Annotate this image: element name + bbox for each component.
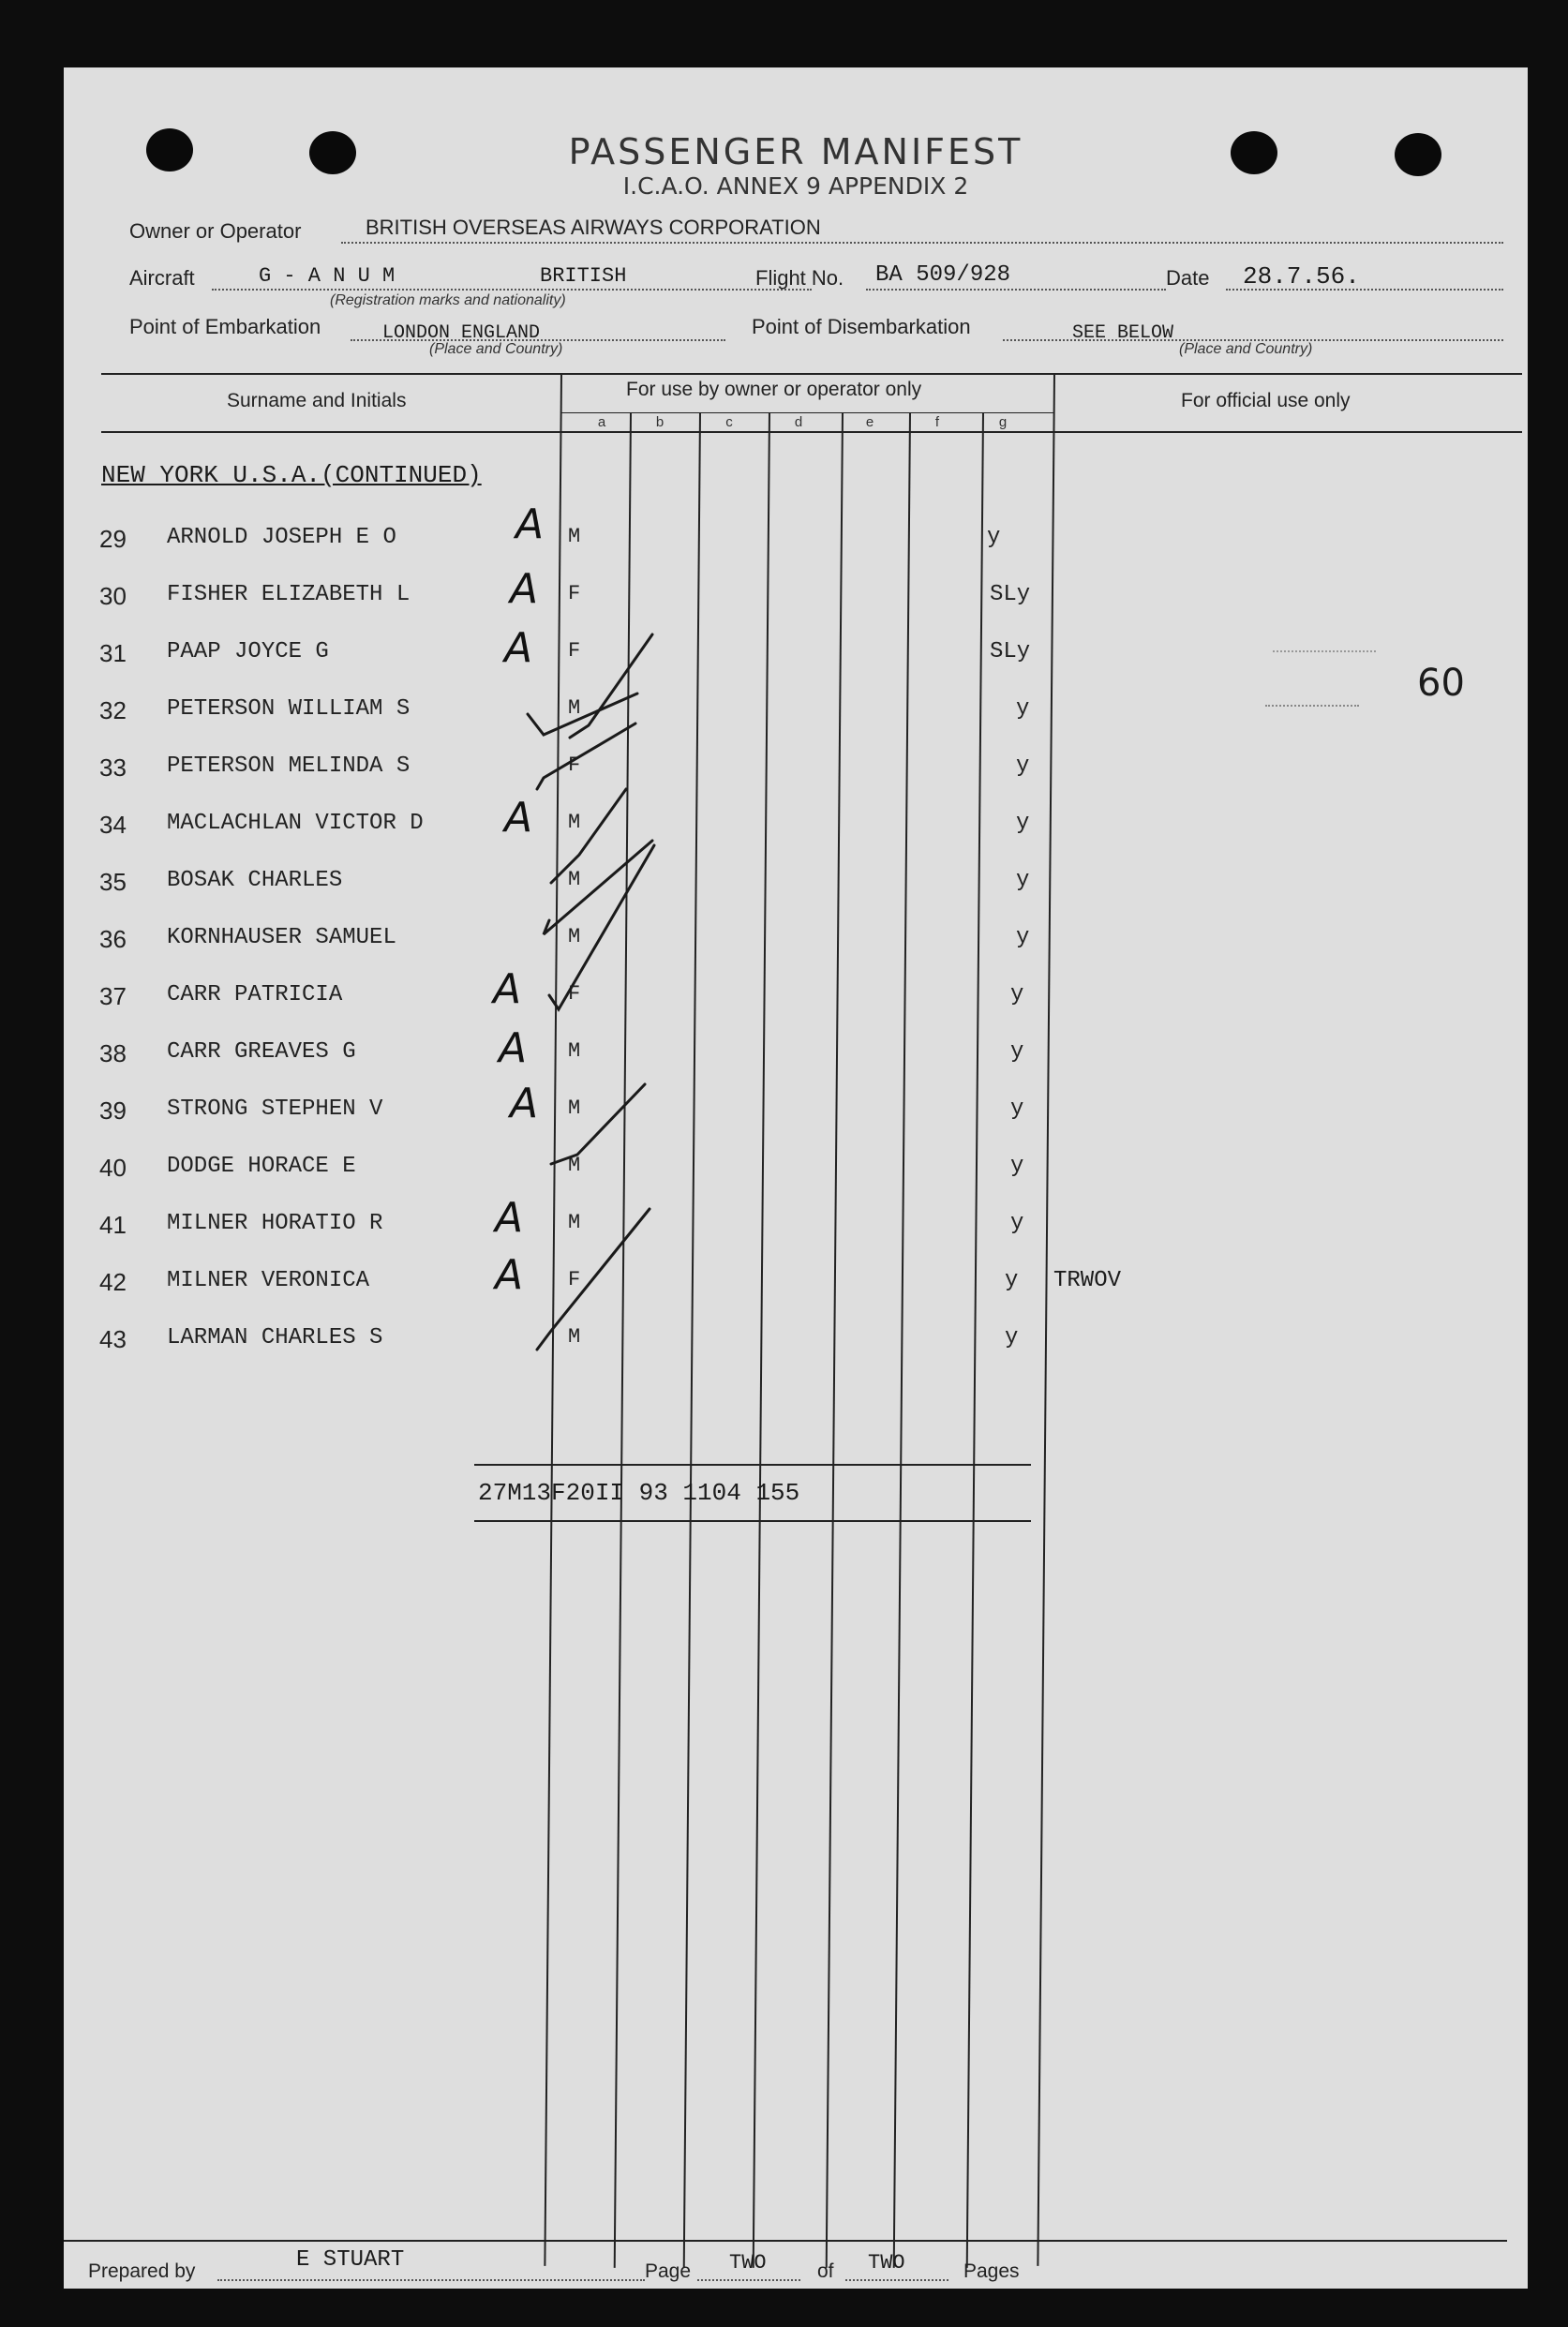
row-number: 40 xyxy=(99,1154,127,1182)
row-number: 32 xyxy=(99,696,127,724)
table-row xyxy=(64,965,1528,1038)
subcolumn-rule xyxy=(560,412,1053,413)
passenger-name: MACLACHLAN VICTOR D xyxy=(167,811,424,836)
passenger-sex: M xyxy=(568,811,581,834)
row-number: 29 xyxy=(99,525,127,553)
dotted-line xyxy=(212,289,812,291)
page-label: Page xyxy=(645,2260,692,2282)
passenger-sex: F xyxy=(568,1268,581,1291)
column-g-value: y xyxy=(1016,868,1030,893)
row-number: 36 xyxy=(99,925,127,953)
passenger-sex: F xyxy=(568,753,581,777)
row-number: 42 xyxy=(99,1268,127,1296)
embark-hint: (Place and Country) xyxy=(429,341,563,357)
table-top-rule xyxy=(101,373,1522,375)
subcol-f: f xyxy=(934,414,940,430)
passenger-name: PAAP JOYCE G xyxy=(167,639,329,664)
of-label: of xyxy=(817,2260,834,2282)
owner-label: Owner or Operator xyxy=(129,219,302,243)
column-g-value: y xyxy=(1010,982,1024,1007)
column-g-value: y xyxy=(1016,811,1030,836)
aircraft-hint: (Registration marks and nationality) xyxy=(330,292,566,308)
embark-label: Point of Embarkation xyxy=(129,315,321,338)
subcol-e: e xyxy=(865,414,874,430)
passenger-name: CARR GREAVES G xyxy=(167,1039,356,1065)
row-number: 31 xyxy=(99,639,127,667)
subcol-a: a xyxy=(597,414,606,430)
table-row xyxy=(64,624,1528,695)
dotted-line xyxy=(351,339,725,341)
column-g-value: y xyxy=(1010,1039,1024,1065)
column-g-value: y xyxy=(987,525,1001,550)
row-number: 38 xyxy=(99,1039,127,1067)
passenger-name: PETERSON MELINDA S xyxy=(167,753,411,779)
flight-label: Flight No. xyxy=(755,266,844,290)
totals-top-rule xyxy=(474,1464,1031,1466)
table-row xyxy=(64,868,1528,924)
table-row xyxy=(64,565,1528,638)
passenger-sex: M xyxy=(568,525,581,548)
footer-rule xyxy=(64,2240,1507,2242)
subcol-b: b xyxy=(655,414,665,430)
passenger-name: DODGE HORACE E xyxy=(167,1154,356,1179)
passenger-name: PETERSON WILLIAM S xyxy=(167,696,411,722)
totals-row: 27M13F20II 93 1104 155 xyxy=(478,1479,800,1507)
manifest-page xyxy=(64,67,1528,2289)
table-row xyxy=(64,1194,1528,1267)
table-row xyxy=(64,1251,1528,1324)
handwritten-mark: A xyxy=(515,500,545,548)
passenger-name: CARR PATRICIA xyxy=(167,982,343,1007)
date-label: Date xyxy=(1166,266,1210,290)
row-number: 43 xyxy=(99,1325,127,1353)
table-row xyxy=(64,1080,1528,1153)
handwritten-mark: A xyxy=(499,1024,528,1072)
row-number: 37 xyxy=(99,982,127,1010)
dotted-line xyxy=(697,2279,800,2281)
passenger-name: MILNER HORATIO R xyxy=(167,1211,383,1236)
passenger-sex: M xyxy=(568,696,581,720)
disembark-hint: (Place and Country) xyxy=(1179,341,1313,357)
passenger-sex: M xyxy=(568,1039,581,1063)
passenger-sex: M xyxy=(568,925,581,948)
col-header-names: Surname and Initials xyxy=(227,390,407,411)
aircraft-label: Aircraft xyxy=(129,266,195,290)
table-row xyxy=(64,500,1528,581)
passenger-sex: F xyxy=(568,639,581,663)
row-number: 33 xyxy=(99,753,127,782)
table-header-rule xyxy=(101,431,1522,433)
aircraft-nationality-value: BRITISH xyxy=(540,264,627,288)
table-row xyxy=(64,925,1528,981)
column-g-value: SLy xyxy=(990,582,1031,607)
page-title: PASSENGER MANIFEST xyxy=(568,131,1023,172)
table-row xyxy=(64,753,1528,810)
passenger-sex: M xyxy=(568,868,581,891)
section-heading: NEW YORK U.S.A.(CONTINUED) xyxy=(101,461,482,489)
date-value: 28.7.56. xyxy=(1243,262,1360,291)
handwritten-mark: A xyxy=(510,565,539,613)
passenger-sex: M xyxy=(568,1211,581,1234)
flight-value: BA 509/928 xyxy=(875,262,1011,288)
dotted-line xyxy=(866,289,1166,291)
table-row xyxy=(64,1325,1528,1381)
column-g-value: y xyxy=(1010,1096,1024,1122)
dotted-line xyxy=(1003,339,1503,341)
passenger-name: MILNER VERONICA xyxy=(167,1268,370,1293)
prepared-value: E STUART xyxy=(296,2247,405,2273)
of-value: TWO xyxy=(868,2251,905,2275)
passenger-name: BOSAK CHARLES xyxy=(167,868,343,893)
totals-bottom-rule xyxy=(474,1520,1031,1522)
column-g-value: y xyxy=(1005,1325,1019,1350)
passenger-sex: M xyxy=(568,1325,581,1349)
handwritten-mark: A xyxy=(510,1080,539,1127)
passenger-sex: F xyxy=(568,582,581,605)
aircraft-reg-value: G - A N U M xyxy=(259,264,396,288)
dotted-line xyxy=(341,242,1503,244)
column-g-value: y xyxy=(1010,1154,1024,1179)
passenger-sex: M xyxy=(568,1096,581,1120)
table-row xyxy=(64,1154,1528,1210)
disembark-label: Point of Disembarkation xyxy=(752,315,971,338)
handwritten-mark: A xyxy=(504,794,533,842)
handwritten-mark: A xyxy=(493,965,522,1013)
page-value: TWO xyxy=(729,2251,767,2275)
handwritten-mark: A xyxy=(495,1194,524,1242)
col-header-operator: For use by owner or operator only xyxy=(626,379,922,400)
row-number: 30 xyxy=(99,582,127,610)
column-g-value: SLy xyxy=(990,639,1031,664)
table-row xyxy=(64,1024,1528,1096)
prepared-label: Prepared by xyxy=(88,2260,196,2282)
passenger-name: ARNOLD JOSEPH E O xyxy=(167,525,396,550)
passenger-name: KORNHAUSER SAMUEL xyxy=(167,925,396,950)
official-note: TRWOV xyxy=(1053,1268,1122,1293)
column-g-value: y xyxy=(1010,1211,1024,1236)
pages-label: Pages xyxy=(963,2260,1020,2282)
table-row xyxy=(64,794,1528,867)
row-number: 39 xyxy=(99,1096,127,1125)
owner-value: BRITISH OVERSEAS AIRWAYS CORPORATION xyxy=(366,216,821,239)
handwritten-mark: A xyxy=(504,624,533,672)
column-g-value: y xyxy=(1005,1268,1019,1293)
subcol-c: c xyxy=(725,414,733,430)
dotted-line xyxy=(845,2279,948,2281)
handwritten-mark: A xyxy=(495,1251,524,1299)
passenger-name: STRONG STEPHEN V xyxy=(167,1096,383,1122)
official-number: 60 xyxy=(1417,662,1465,705)
column-g-value: y xyxy=(1016,925,1030,950)
row-number: 35 xyxy=(99,868,127,896)
subcol-g: g xyxy=(998,414,1008,430)
dotted-line xyxy=(217,2279,645,2281)
row-number: 41 xyxy=(99,1211,127,1239)
dotted-line xyxy=(1226,289,1503,291)
faint-mark xyxy=(1265,705,1359,707)
row-number: 34 xyxy=(99,811,127,839)
disembark-value: SEE BELOW xyxy=(1072,322,1174,344)
passenger-name: FISHER ELIZABETH L xyxy=(167,582,411,607)
passenger-name: LARMAN CHARLES S xyxy=(167,1325,383,1350)
column-g-value: y xyxy=(1016,696,1030,722)
passenger-sex: F xyxy=(568,982,581,1006)
subcol-d: d xyxy=(794,414,803,430)
faint-mark xyxy=(1273,650,1376,652)
embark-value: LONDON ENGLAND xyxy=(382,322,541,344)
page-subtitle: I.C.A.O. ANNEX 9 APPENDIX 2 xyxy=(622,172,969,200)
passenger-sex: M xyxy=(568,1154,581,1177)
col-header-official: For official use only xyxy=(1181,390,1351,411)
column-g-value: y xyxy=(1016,753,1030,779)
